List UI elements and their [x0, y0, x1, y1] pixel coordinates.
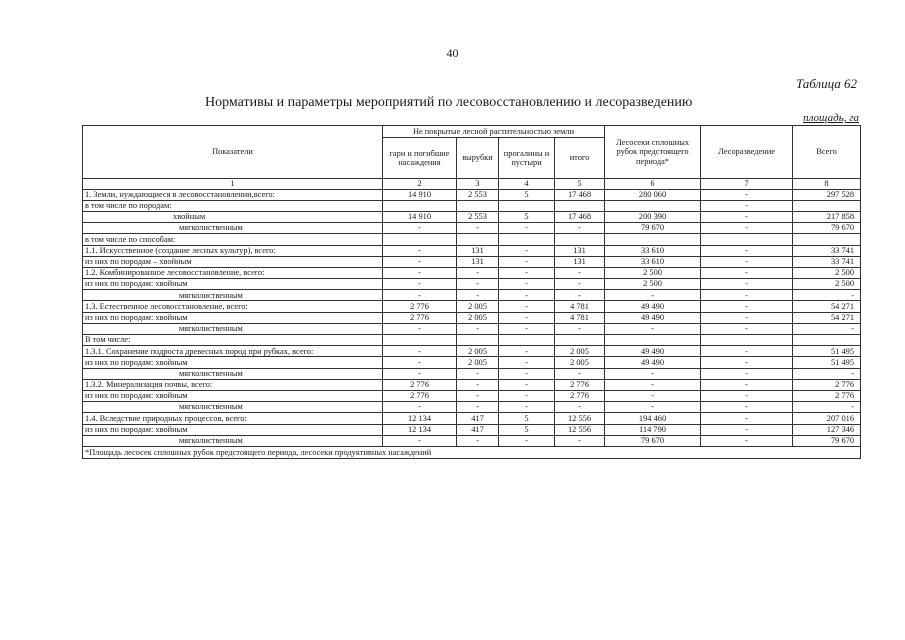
- table-row: [83, 379, 861, 390]
- cell-value: -: [605, 402, 701, 413]
- cell-value: [555, 234, 605, 245]
- row-label: мягколиственным: [83, 323, 383, 334]
- cell-value: -: [793, 368, 861, 379]
- row-label: 1. Земли, нуждающиеся в лесовосстановлении,всего:: [83, 189, 383, 200]
- cell-value: -: [555, 323, 605, 334]
- cell-value: 54 271: [793, 312, 861, 323]
- table-row: [83, 256, 861, 267]
- cell-value: 12 556: [555, 424, 605, 435]
- header-clearings: вырубки: [457, 138, 499, 179]
- cell-value: [499, 200, 555, 211]
- units-label: площадь, га: [803, 112, 859, 124]
- cell-value: -: [499, 245, 555, 256]
- cell-value: 12 134: [383, 413, 457, 424]
- cell-value: -: [701, 301, 793, 312]
- cell-value: -: [605, 368, 701, 379]
- column-number: 4: [499, 179, 555, 190]
- cell-value: -: [555, 267, 605, 278]
- cell-value: 49 490: [605, 357, 701, 368]
- cell-value: -: [701, 368, 793, 379]
- cell-value: 33 610: [605, 256, 701, 267]
- table-row: [83, 424, 861, 435]
- header-burnt: гари и погибшие насаждения: [383, 138, 457, 179]
- cell-value: -: [701, 256, 793, 267]
- cell-value: -: [701, 357, 793, 368]
- cell-value: -: [499, 323, 555, 334]
- table-row: [83, 234, 861, 245]
- row-label: из них по породам: хвойным: [83, 357, 383, 368]
- cell-value: -: [605, 290, 701, 301]
- cell-value: -: [457, 223, 499, 234]
- cell-value: -: [499, 290, 555, 301]
- row-label: из них по породам: хвойным: [83, 390, 383, 401]
- cell-value: -: [701, 312, 793, 323]
- header-glades: прогалины и пустыри: [499, 138, 555, 179]
- table-row: [83, 223, 861, 234]
- cell-value: -: [701, 390, 793, 401]
- cell-value: -: [499, 301, 555, 312]
- cell-value: -: [383, 267, 457, 278]
- cell-value: 33 741: [793, 256, 861, 267]
- table-row: [83, 267, 861, 278]
- cell-value: -: [457, 435, 499, 446]
- cell-value: 33 610: [605, 245, 701, 256]
- cell-value: 200 390: [605, 211, 701, 222]
- cell-value: -: [555, 223, 605, 234]
- cell-value: -: [701, 424, 793, 435]
- cell-value: 280 060: [605, 189, 701, 200]
- cell-value: 297 528: [793, 189, 861, 200]
- cell-value: -: [605, 323, 701, 334]
- table-body: [83, 179, 861, 447]
- header-total: Всего: [793, 126, 861, 179]
- header-total-uncovered: итого: [555, 138, 605, 179]
- cell-value: -: [499, 267, 555, 278]
- cell-value: -: [499, 312, 555, 323]
- cell-value: [605, 335, 701, 346]
- cell-value: [499, 335, 555, 346]
- cell-value: -: [499, 435, 555, 446]
- row-label: хвойным: [83, 211, 383, 222]
- table-row: [83, 245, 861, 256]
- cell-value: 114 790: [605, 424, 701, 435]
- cell-value: -: [555, 435, 605, 446]
- cell-value: 2 500: [793, 267, 861, 278]
- cell-value: -: [701, 245, 793, 256]
- footnote: *Площадь лесосек сплошных рубок предстоящего периода, лесосеки продуктивных насаждений: [83, 446, 861, 458]
- cell-value: -: [383, 346, 457, 357]
- cell-value: [457, 234, 499, 245]
- cell-value: -: [701, 200, 793, 211]
- cell-value: [383, 234, 457, 245]
- column-number: 6: [605, 179, 701, 190]
- cell-value: -: [701, 379, 793, 390]
- cell-value: -: [457, 390, 499, 401]
- cell-value: 33 741: [793, 245, 861, 256]
- cell-value: -: [701, 290, 793, 301]
- table-row: [83, 435, 861, 446]
- cell-value: -: [499, 279, 555, 290]
- cell-value: -: [499, 390, 555, 401]
- table-row: [83, 390, 861, 401]
- cell-value: [605, 200, 701, 211]
- cell-value: 194 460: [605, 413, 701, 424]
- cell-value: [555, 335, 605, 346]
- table-row: [83, 301, 861, 312]
- row-label: из них по породам: хвойным: [83, 424, 383, 435]
- column-number: 3: [457, 179, 499, 190]
- row-label: мягколиственным: [83, 435, 383, 446]
- cell-value: -: [701, 223, 793, 234]
- cell-value: -: [499, 223, 555, 234]
- table-row: [83, 335, 861, 346]
- cell-value: 2 500: [605, 267, 701, 278]
- header-afforestation: Лесоразведение: [701, 126, 793, 179]
- cell-value: -: [555, 279, 605, 290]
- cell-value: 127 346: [793, 424, 861, 435]
- cell-value: [701, 234, 793, 245]
- cell-value: 51 495: [793, 346, 861, 357]
- cell-value: -: [383, 290, 457, 301]
- cell-value: 54 271: [793, 301, 861, 312]
- cell-value: [383, 335, 457, 346]
- cell-value: 17 468: [555, 211, 605, 222]
- cell-value: 131: [457, 245, 499, 256]
- cell-value: 5: [499, 211, 555, 222]
- cell-value: 207 016: [793, 413, 861, 424]
- column-number: 7: [701, 179, 793, 190]
- column-numbers-row: [83, 179, 861, 190]
- data-table: [82, 125, 861, 459]
- row-label: из них по породам: хвойным: [83, 279, 383, 290]
- cell-value: -: [499, 256, 555, 267]
- header-indicators: Показатели: [83, 126, 383, 179]
- cell-value: -: [499, 368, 555, 379]
- cell-value: [383, 200, 457, 211]
- column-number: 8: [793, 179, 861, 190]
- cell-value: 51 495: [793, 357, 861, 368]
- cell-value: 49 490: [605, 301, 701, 312]
- row-label: мягколиственным: [83, 402, 383, 413]
- cell-value: 49 490: [605, 312, 701, 323]
- cell-value: -: [457, 267, 499, 278]
- cell-value: 4 781: [555, 301, 605, 312]
- row-label: из них по породам: хвойным: [83, 312, 383, 323]
- cell-value: [793, 200, 861, 211]
- cell-value: 79 670: [793, 223, 861, 234]
- cell-value: [457, 200, 499, 211]
- cell-value: -: [555, 402, 605, 413]
- cell-value: -: [701, 413, 793, 424]
- table-row: [83, 402, 861, 413]
- cell-value: [555, 200, 605, 211]
- cell-value: -: [383, 256, 457, 267]
- table-row: [83, 189, 861, 200]
- table-row: [83, 413, 861, 424]
- cell-value: 79 670: [793, 435, 861, 446]
- cell-value: 2 776: [383, 379, 457, 390]
- cell-value: -: [457, 368, 499, 379]
- cell-value: -: [793, 402, 861, 413]
- cell-value: 2 005: [555, 346, 605, 357]
- header-group-uncovered: Не покрытые лесной растительностью земли: [383, 126, 605, 138]
- cell-value: 131: [555, 245, 605, 256]
- table-row: [83, 323, 861, 334]
- cell-value: -: [605, 390, 701, 401]
- cell-value: -: [701, 267, 793, 278]
- cell-value: -: [383, 279, 457, 290]
- cell-value: 2 005: [555, 357, 605, 368]
- table-row: [83, 368, 861, 379]
- row-label: 1.4. Вследствие природных процессов, всего:: [83, 413, 383, 424]
- cell-value: 2 005: [457, 301, 499, 312]
- cell-value: 2 005: [457, 312, 499, 323]
- cell-value: 5: [499, 413, 555, 424]
- cell-value: -: [383, 357, 457, 368]
- cell-value: 79 670: [605, 223, 701, 234]
- cell-value: -: [701, 435, 793, 446]
- cell-value: -: [383, 245, 457, 256]
- row-label: 1.3.1. Сохранение подроста древесных пород при рубках, всего:: [83, 346, 383, 357]
- cell-value: -: [383, 323, 457, 334]
- cell-value: -: [457, 379, 499, 390]
- cell-value: [457, 335, 499, 346]
- cell-value: -: [793, 290, 861, 301]
- cell-value: -: [555, 290, 605, 301]
- cell-value: 4 781: [555, 312, 605, 323]
- header-felling: Лесосеки сплошных рубок предстоящего периода*: [605, 126, 701, 179]
- row-label: 1.2. Комбинированное лесовосстановление, всего:: [83, 267, 383, 278]
- cell-value: 17 468: [555, 189, 605, 200]
- table-row: [83, 290, 861, 301]
- cell-value: 14 910: [383, 211, 457, 222]
- cell-value: -: [701, 323, 793, 334]
- row-label: 1.1. Искусственное (создание лесных культур), всего:: [83, 245, 383, 256]
- table-row: [83, 346, 861, 357]
- row-label: 1.3.2. Минерализация почвы, всего:: [83, 379, 383, 390]
- cell-value: 131: [555, 256, 605, 267]
- row-label: В том числе:: [83, 335, 383, 346]
- cell-value: -: [701, 279, 793, 290]
- cell-value: 2 776: [383, 312, 457, 323]
- cell-value: 2 776: [555, 390, 605, 401]
- cell-value: 49 490: [605, 346, 701, 357]
- table-row: [83, 312, 861, 323]
- cell-value: -: [499, 357, 555, 368]
- cell-value: -: [457, 402, 499, 413]
- cell-value: -: [499, 402, 555, 413]
- cell-value: 12 556: [555, 413, 605, 424]
- cell-value: 2 776: [555, 379, 605, 390]
- cell-value: 2 776: [383, 390, 457, 401]
- cell-value: 2 005: [457, 357, 499, 368]
- cell-value: -: [701, 346, 793, 357]
- table-row: [83, 200, 861, 211]
- cell-value: [605, 234, 701, 245]
- cell-value: 2 553: [457, 211, 499, 222]
- cell-value: 12 134: [383, 424, 457, 435]
- cell-value: 2 776: [383, 301, 457, 312]
- cell-value: 5: [499, 189, 555, 200]
- table-row: [83, 279, 861, 290]
- cell-value: [499, 234, 555, 245]
- cell-value: [793, 234, 861, 245]
- page-number: 40: [446, 46, 459, 60]
- cell-value: -: [793, 323, 861, 334]
- cell-value: 2 005: [457, 346, 499, 357]
- row-label: мягколиственным: [83, 368, 383, 379]
- row-label: из них по породам – хвойным: [83, 256, 383, 267]
- column-number: 5: [555, 179, 605, 190]
- row-label: мягколиственным: [83, 223, 383, 234]
- cell-value: 417: [457, 424, 499, 435]
- column-number: 1: [83, 179, 383, 190]
- table-row: [83, 357, 861, 368]
- cell-value: 14 910: [383, 189, 457, 200]
- cell-value: -: [701, 402, 793, 413]
- cell-value: 79 670: [605, 435, 701, 446]
- row-label: 1.3. Естественное лесовосстановление, всего:: [83, 301, 383, 312]
- cell-value: -: [701, 189, 793, 200]
- table-row: [83, 211, 861, 222]
- cell-value: 417: [457, 413, 499, 424]
- column-number: 2: [383, 179, 457, 190]
- row-label: мягколиственным: [83, 290, 383, 301]
- cell-value: -: [555, 368, 605, 379]
- cell-value: -: [457, 290, 499, 301]
- cell-value: 2 553: [457, 189, 499, 200]
- cell-value: 5: [499, 424, 555, 435]
- cell-value: -: [383, 402, 457, 413]
- cell-value: -: [499, 379, 555, 390]
- cell-value: 2 500: [605, 279, 701, 290]
- cell-value: [701, 335, 793, 346]
- cell-value: 2 776: [793, 379, 861, 390]
- cell-value: [793, 335, 861, 346]
- cell-value: 217 858: [793, 211, 861, 222]
- cell-value: -: [457, 323, 499, 334]
- row-label: в том числе по породам:: [83, 200, 383, 211]
- table-label: Таблица 62: [795, 76, 857, 91]
- cell-value: -: [701, 211, 793, 222]
- cell-value: -: [383, 223, 457, 234]
- cell-value: -: [499, 346, 555, 357]
- cell-value: -: [383, 368, 457, 379]
- cell-value: -: [383, 435, 457, 446]
- cell-value: -: [457, 279, 499, 290]
- row-label: в том числе по способам:: [83, 234, 383, 245]
- document-title: Нормативы и параметры мероприятий по лесовосстановлению и лесоразведению: [205, 95, 693, 110]
- cell-value: 2 500: [793, 279, 861, 290]
- cell-value: -: [605, 379, 701, 390]
- cell-value: 2 776: [793, 390, 861, 401]
- cell-value: 131: [457, 256, 499, 267]
